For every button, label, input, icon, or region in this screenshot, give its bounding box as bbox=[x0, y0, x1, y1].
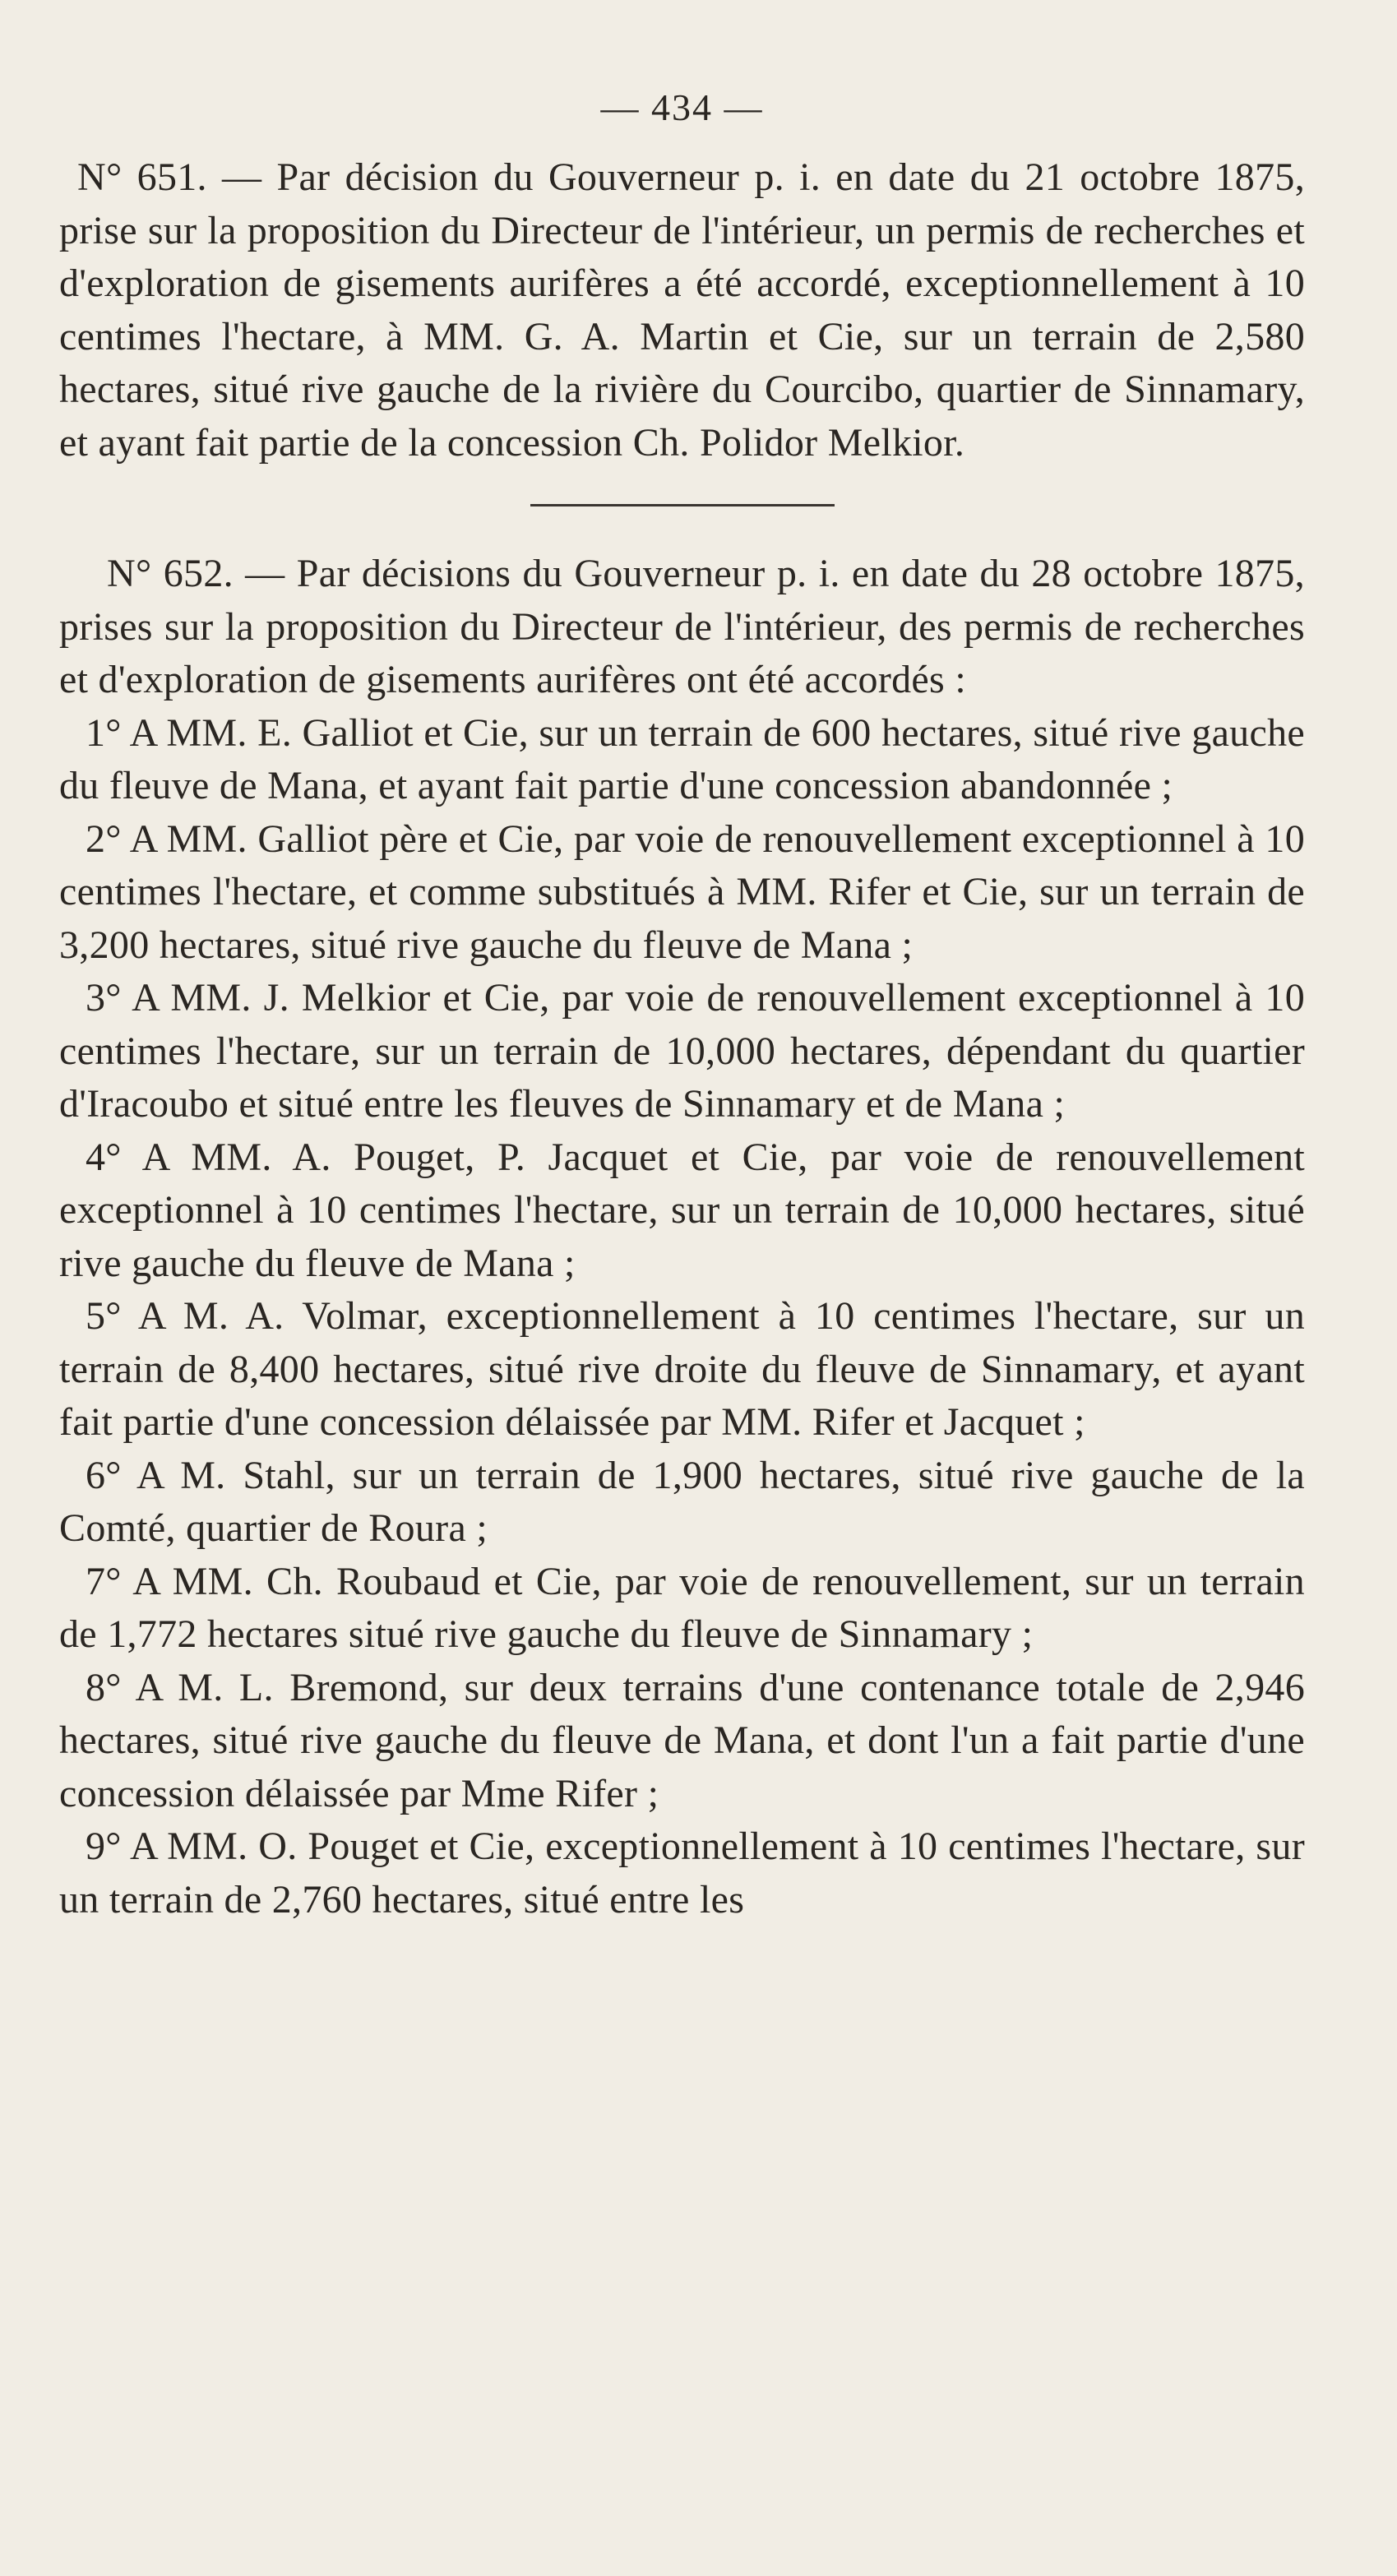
entry-651-text: — Par décision du Gouverneur p. i. en date du 21 octobre 1875, prise sur la proposition du Directeur de l'intérieur, un permis de recherches et d'exploration de gisements aurifères a été accordé, exceptionnellement à 10 centimes l'hectare, à MM. G. A. Martin et Cie, sur un terrain de 2,580 hectares, situé rive gauche de la rivière du Courcibo, quartier de Sinnamary, et ayant fait partie de la concession Ch. Polidor Melkior. bbox=[59, 155, 1305, 465]
document-page bbox=[59, 82, 1305, 1926]
entry-652-number: N° 652. bbox=[107, 552, 234, 595]
list-item: 1° A MM. E. Galliot et Cie, sur un terrain de 600 hectares, situé rive gauche du fleuve de Mana, et ayant fait partie d'une concession abandonnée ; bbox=[59, 710, 1305, 807]
entry-652-paragraph bbox=[59, 548, 1305, 707]
list-item: 5° A M. A. Volmar, exceptionnellement à 10 centimes l'hectare, sur un terrain de 8,400 hectares, situé rive droite du fleuve de Sinnamary, et ayant fait partie d'une concession délaissée par MM. Rifer et Jacquet ; bbox=[59, 1294, 1305, 1444]
entry-652 bbox=[59, 548, 1305, 1926]
list-item: 3° A MM. J. Melkior et Cie, par voie de renouvellement exceptionnel à 10 centimes l'hectare, sur un terrain de 10,000 hectares, dépendant du quartier d'Iracoubo et situé entre les fleuves de Sinnamary et de Mana ; bbox=[59, 976, 1305, 1126]
list-item: 8° A M. L. Bremond, sur deux terrains d'une contenance totale de 2,946 hectares, situé rive gauche du fleuve de Mana, et dont l'un a fait partie d'une concession délaissée par Mme Rifer ; bbox=[59, 1665, 1305, 1815]
entry-651 bbox=[59, 151, 1305, 469]
list-item: 7° A MM. Ch. Roubaud et Cie, par voie de renouvellement, sur un terrain de 1,772 hectares situé rive gauche du fleuve de Sinnamary ; bbox=[59, 1559, 1305, 1656]
list-item: 6° A M. Stahl, sur un terrain de 1,900 hectares, situé rive gauche de la Comté, quartier de Roura ; bbox=[59, 1453, 1305, 1550]
section-divider bbox=[530, 504, 835, 506]
list-item: 4° A MM. A. Pouget, P. Jacquet et Cie, par voie de renouvellement exceptionnel à 10 centimes l'hectare, sur un terrain de 10,000 hectares, situé rive gauche du fleuve de Mana ; bbox=[59, 1135, 1305, 1285]
page-number: — 434 — bbox=[600, 86, 764, 128]
entry-652-text: — Par décisions du Gouverneur p. i. en date du 28 octobre 1875, prises sur la proposition du Directeur de l'intérieur, des permis de recherches et d'exploration de gisements aurifères ont été accordés : bbox=[59, 552, 1305, 701]
entry-651-number: N° 651. bbox=[77, 155, 207, 199]
list-item: 9° A MM. O. Pouget et Cie, exceptionnellement à 10 centimes l'hectare, sur un terrain de 2,760 hectares, situé entre les bbox=[59, 1824, 1305, 1922]
entry-651-paragraph bbox=[59, 151, 1305, 469]
list-item: 2° A MM. Galliot père et Cie, par voie de renouvellement exceptionnel à 10 centimes l'hectare, et comme substitués à MM. Rifer et Cie, sur un terrain de 3,200 hectares, situé rive gauche du fleuve de Mana ; bbox=[59, 816, 1305, 967]
